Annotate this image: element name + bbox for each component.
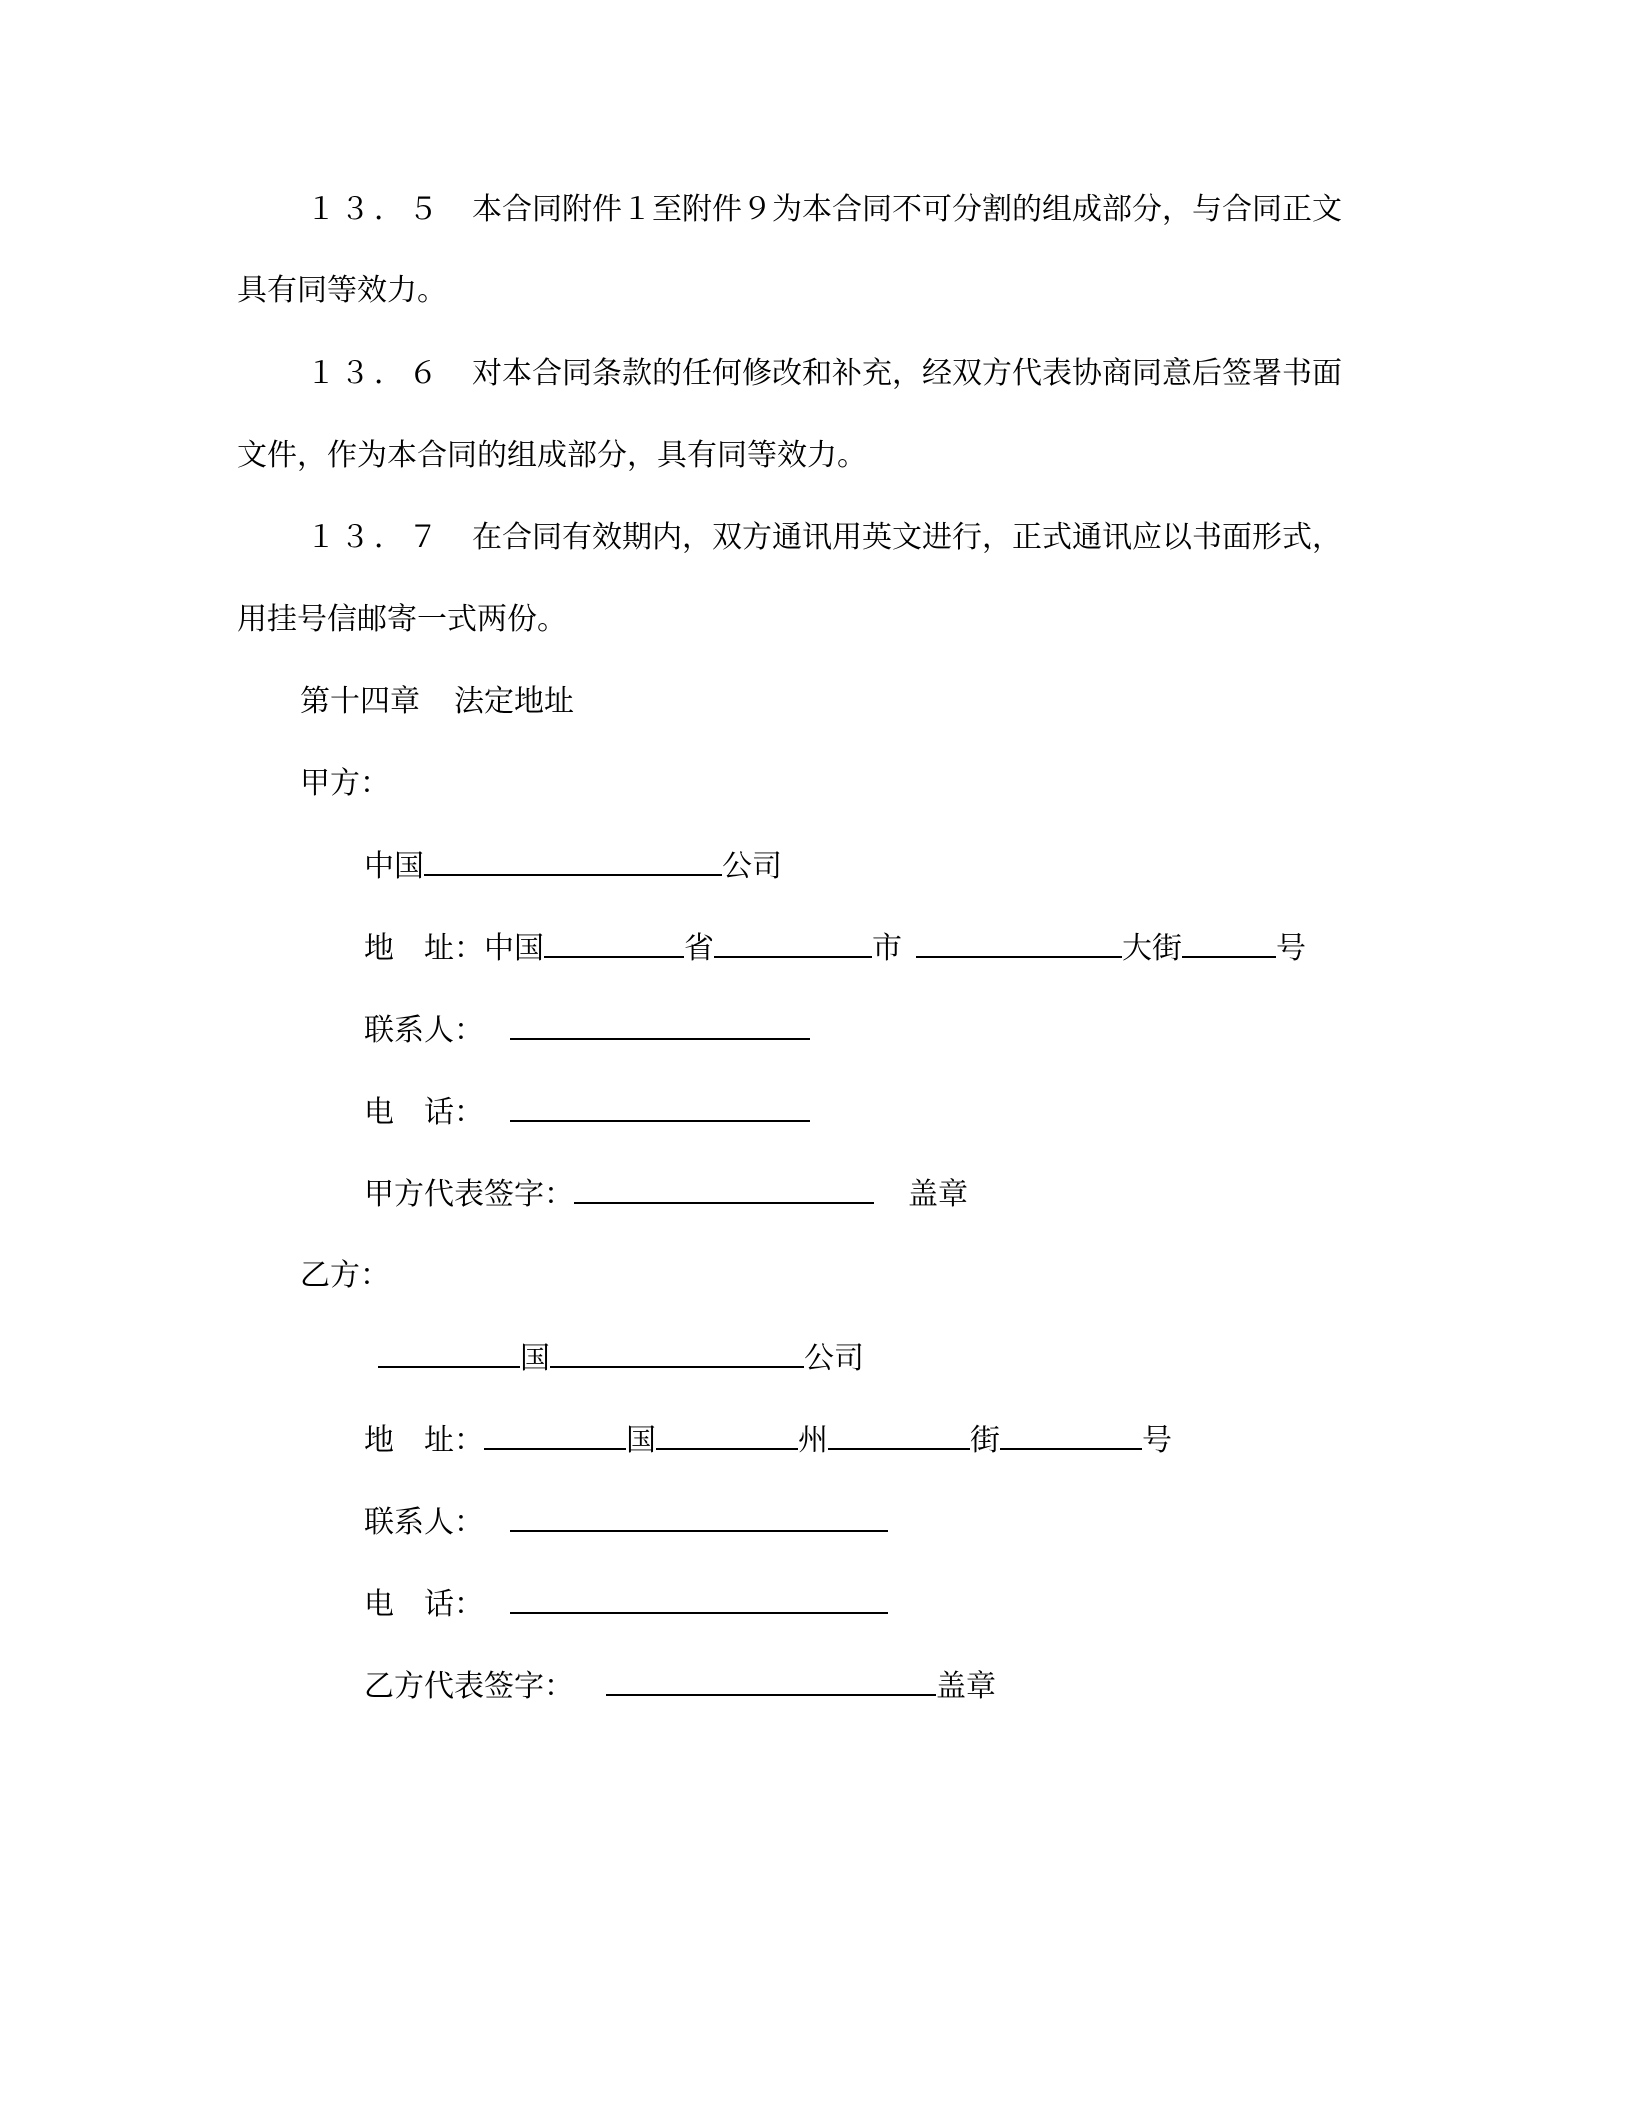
party-b-country-blank[interactable] xyxy=(378,1338,520,1368)
party-b-phone-blank[interactable] xyxy=(510,1584,888,1614)
party-a-contact: 联系人： xyxy=(364,1010,810,1051)
party-a-city-blank[interactable] xyxy=(714,928,872,958)
party-a-signature-blank[interactable] xyxy=(574,1174,874,1204)
party-b-address-country-blank[interactable] xyxy=(484,1420,626,1450)
party-a-phone-blank[interactable] xyxy=(510,1092,810,1122)
party-b-seal: 盖章 xyxy=(936,1669,996,1704)
party-a-company-blank[interactable] xyxy=(424,846,722,876)
party-b-address: 地 址： 国 州 街 号 xyxy=(364,1420,1172,1461)
party-a-contact-blank[interactable] xyxy=(510,1010,810,1040)
party-b-street-blank[interactable] xyxy=(828,1420,970,1450)
clause-number: １３．７ xyxy=(306,520,442,555)
party-b-signature-blank[interactable] xyxy=(606,1666,936,1696)
party-a-seal: 盖章 xyxy=(908,1177,968,1212)
party-a-company: 中国 公司 xyxy=(364,846,782,887)
party-b-heading: 乙方： xyxy=(300,1258,390,1293)
party-b-contact: 联系人： xyxy=(364,1502,888,1543)
party-a-street-blank[interactable] xyxy=(916,928,1122,958)
party-b-company-blank[interactable] xyxy=(550,1338,804,1368)
party-a-heading: 甲方： xyxy=(300,766,390,801)
party-b-number-blank[interactable] xyxy=(1000,1420,1142,1450)
party-a-signature: 甲方代表签字： 盖章 xyxy=(364,1174,968,1215)
clause-number: １３．５ xyxy=(306,192,442,227)
party-a-province-blank[interactable] xyxy=(544,928,684,958)
chapter-number: 第十四章 xyxy=(300,684,420,719)
chapter-title: 法定地址 xyxy=(454,684,574,719)
party-b-state-blank[interactable] xyxy=(656,1420,798,1450)
party-b-phone: 电 话： xyxy=(364,1584,888,1625)
clause-number: １３．６ xyxy=(306,356,442,391)
clause-text: 对本合同条款的任何修改和补充，经双方代表协商同意后签署书面 xyxy=(472,356,1342,391)
clause-13-7-line1 xyxy=(306,518,1342,558)
party-a-phone: 电 话： xyxy=(364,1092,810,1133)
clause-text: 在合同有效期内，双方通讯用英文进行，正式通讯应以书面形式， xyxy=(472,520,1342,555)
clause-13-5-line1 xyxy=(306,190,1342,230)
clause-13-6-line2: 文件，作为本合同的组成部分，具有同等效力。 xyxy=(237,438,867,473)
party-a-number-blank[interactable] xyxy=(1182,928,1276,958)
party-a-address: 地 址：中国 省 市 大街 号 xyxy=(364,928,1306,969)
party-b-company: 国 公司 xyxy=(378,1338,864,1379)
party-b-contact-blank[interactable] xyxy=(510,1502,888,1532)
party-b-signature: 乙方代表签字： 盖章 xyxy=(364,1666,996,1707)
clause-13-6-line1 xyxy=(306,354,1342,394)
clause-13-7-line2: 用挂号信邮寄一式两份。 xyxy=(237,602,567,637)
chapter-heading xyxy=(300,682,574,722)
clause-text: 本合同附件１至附件９为本合同不可分割的组成部分，与合同正文 xyxy=(472,192,1342,227)
clause-13-5-line2: 具有同等效力。 xyxy=(237,273,447,308)
